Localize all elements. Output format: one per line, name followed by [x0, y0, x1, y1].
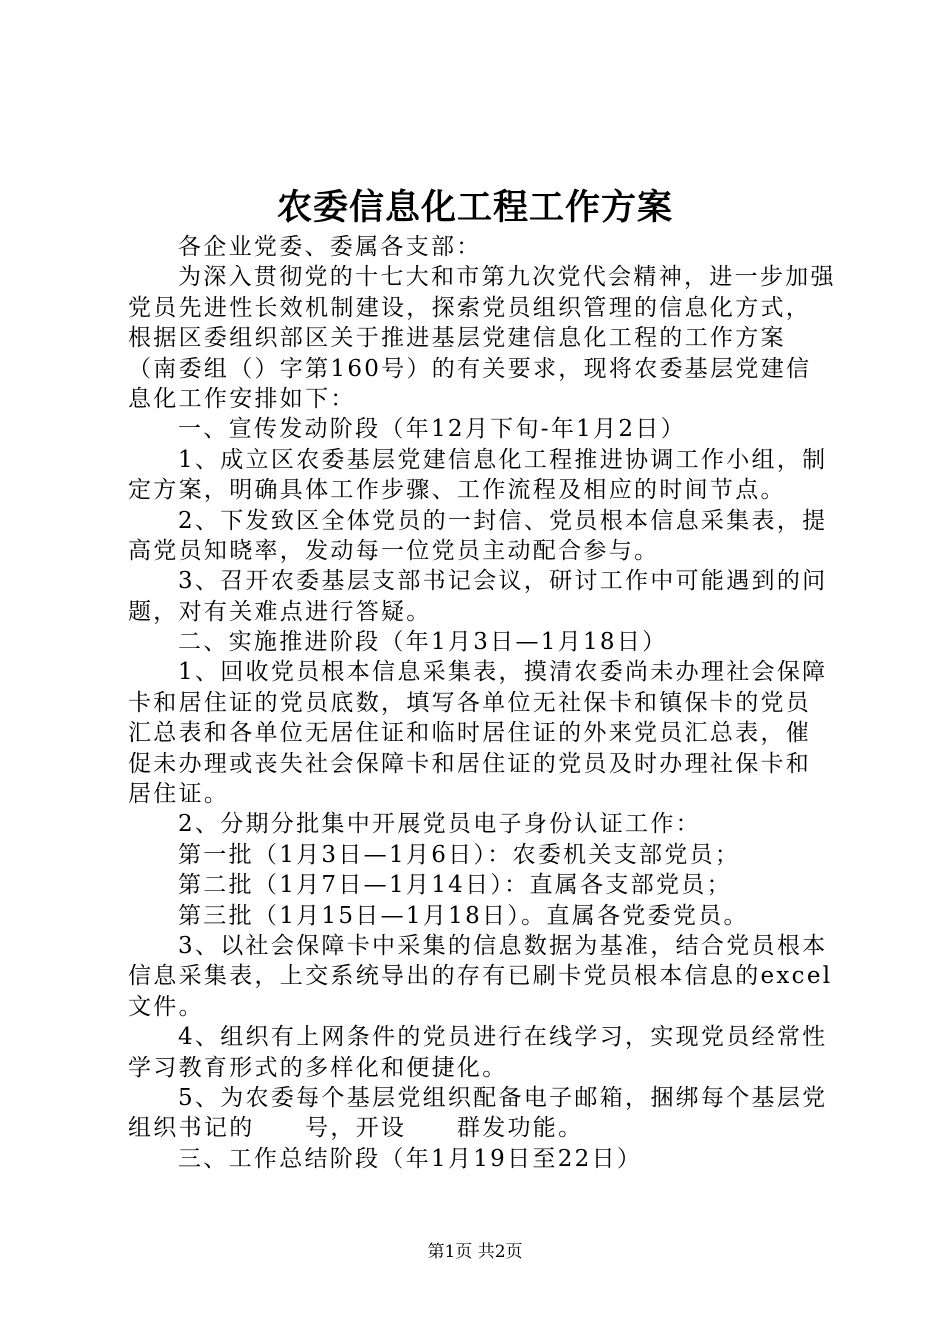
- body-line: 为深入贯彻党的十七大和市第九次党代会精神，进一步加强: [178, 264, 836, 291]
- body-line: 定方案，明确具体工作步骤、工作流程及相应的时间节点。: [128, 477, 786, 504]
- body-line: 息化工作安排如下：: [128, 385, 356, 412]
- body-line: 3、以社会保障卡中采集的信息数据为基准，结合党员根本: [178, 932, 828, 959]
- body-line: 党员先进性长效机制建设，探索党员组织管理的信息化方式，: [128, 294, 812, 321]
- document-body: [128, 232, 836, 1174]
- body-line: 促未办理或丧失社会保障卡和居住证的党员及时办理社保卡和: [128, 750, 812, 777]
- body-line: 卡和居住证的党员底数，填写各单位无社保卡和镇保卡的党员: [128, 689, 812, 716]
- body-line: 高党员知晓率，发动每一位党员主动配合参与。: [128, 537, 660, 564]
- body-line: 根据区委组织部区关于推进基层党建信息化工程的工作方案: [128, 325, 786, 352]
- body-line: 1、回收党员根本信息采集表，摸清农委尚未办理社会保障: [178, 659, 828, 686]
- body-line: 学习教育形式的多样化和便捷化。: [128, 1054, 508, 1081]
- body-line: 各企业党委、委属各支部：: [178, 234, 482, 260]
- body-line: 三、工作总结阶段（年1月19日至22日）: [178, 1145, 643, 1172]
- body-line: 文件。: [128, 993, 204, 1020]
- body-line: 一、宣传发动阶段（年12月下旬-年1月2日）: [178, 416, 686, 443]
- body-line: 信息采集表，上交系统导出的存有已刷卡党员根本信息的excel: [128, 963, 833, 990]
- body-line: 5、为农委每个基层党组织配备电子邮箱，捆绑每个基层党: [178, 1084, 828, 1111]
- body-line: 居住证。: [128, 781, 230, 808]
- body-line: 2、分期分批集中开展党员电子身份认证工作：: [178, 811, 701, 838]
- body-line: 第三批（1月15日—1月18日）。直属各党委党员。: [178, 902, 749, 929]
- body-line: 组织书记的 号，开设 群发功能。: [128, 1115, 584, 1142]
- body-line: 题，对有关难点进行答疑。: [128, 598, 432, 625]
- body-line: 第一批（1月3日—1月6日）：农委机关支部党员；: [178, 841, 741, 868]
- body-line: 第二批（1月7日—1月14日）：直属各支部党员；: [178, 872, 732, 899]
- page-number: 第1页 共2页: [427, 1242, 523, 1262]
- body-line: （南委组（）字第160号）的有关要求，现将农委基层党建信: [128, 355, 812, 382]
- body-line: 4、组织有上网条件的党员进行在线学习，实现党员经常性: [178, 1024, 828, 1051]
- body-line: 1、成立区农委基层党建信息化工程推进协调工作小组，制: [178, 446, 828, 473]
- body-line: 3、召开农委基层支部书记会议，研讨工作中可能遇到的问: [178, 568, 828, 595]
- body-line: 二、实施推进阶段（年1月3日—1月18日）: [178, 629, 668, 656]
- body-line: 2、下发致区全体党员的一封信、党员根本信息采集表，提: [178, 507, 828, 534]
- body-line: 汇总表和各单位无居住证和临时居住证的外来党员汇总表，催: [128, 720, 812, 747]
- document-title: 农委信息化工程工作方案: [276, 187, 673, 228]
